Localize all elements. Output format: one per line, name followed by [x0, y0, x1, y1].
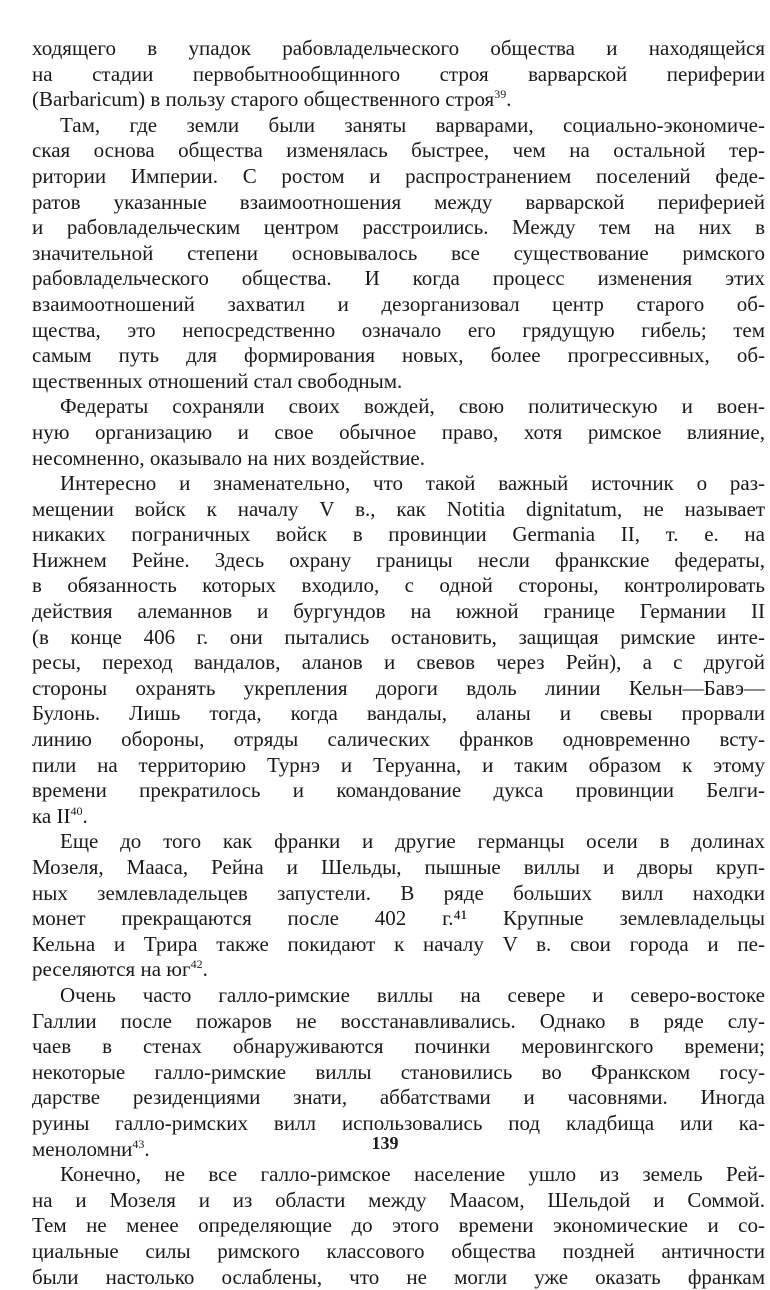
text-line [32, 522, 765, 548]
line-text: Интересно и знаменательно, что такой важный источник о раз- [60, 471, 765, 495]
line-text: на стадии первобытнообщинного строя варварской периферии [32, 62, 765, 86]
line-text: дарстве резиденциями знати, аббатствами и часовнями. Иногда [32, 1085, 765, 1109]
text-line [32, 369, 765, 395]
text-line [32, 753, 765, 779]
line-text: никаких пограничных войск в провинции Germania II, т. е. на [32, 522, 765, 546]
text-line [32, 1034, 765, 1060]
text-line [32, 625, 765, 651]
text-line [32, 1060, 765, 1086]
line-text: Булонь. Лишь тогда, когда вандалы, аланы и свевы прорвали [32, 701, 765, 725]
text-line [32, 701, 765, 727]
page-body [32, 36, 765, 1290]
line-text: меноломни [32, 1137, 132, 1161]
text-line [32, 164, 765, 190]
text-line [32, 446, 765, 472]
text-line [32, 573, 765, 599]
text-line [32, 343, 765, 369]
line-text: Там, где земли были заняты варварами, социально-экономиче- [60, 113, 765, 137]
paragraph [32, 471, 765, 829]
footnote-ref: 43 [132, 1137, 144, 1151]
text-line [32, 241, 765, 267]
line-text: Нижнем Рейне. Здесь охрану границы несли франкские федераты, [32, 548, 765, 572]
line-text: мещении войск к началу V в., как Notitia dignitatum, не называет [32, 497, 765, 521]
text-line: меноломни$^{43}$. [32, 1137, 765, 1163]
line-text: ную организацию и свое обычное право, хотя римское влияние, [32, 420, 765, 444]
line-text: ритории Империи. С ростом и распространением поселений феде- [32, 164, 765, 188]
text-line: (Barbaricum) в пользу старого общественного строя$^{39}$. [32, 87, 765, 113]
line-text: ратов указанные взаимоотношения между варварской периферией [32, 190, 765, 214]
line-text: Кельна и Трира также покидают к началу V в. свои города и пе- [32, 932, 765, 956]
line-text: Еще до того как франки и другие германцы осели в долинах [60, 829, 765, 853]
paragraph [32, 113, 765, 395]
line-text: руины галло-римских вилл использовались под кладбища или ка- [32, 1111, 765, 1135]
line-text: рабовладельческого общества. И когда процесс изменения этих [32, 266, 765, 290]
text-line [32, 676, 765, 702]
line-text: щественных отношений стал свободным. [32, 369, 402, 393]
text-line [32, 1085, 765, 1111]
text-line [32, 778, 765, 804]
text-line [32, 138, 765, 164]
text-line [32, 1213, 765, 1239]
text-line [32, 855, 765, 881]
line-text: Очень часто галло-римские виллы на севере и северо-востоке [60, 983, 765, 1007]
text-line [32, 650, 765, 676]
line-text: действия алеманнов и бургундов на южной границе Германии II [32, 599, 765, 623]
line-text: ных землевладельцев запустели. В ряде больших вилл находки [32, 881, 765, 905]
text-line [32, 881, 765, 907]
line-text: (в конце 406 г. они пытались остановить, защищая римские инте- [32, 625, 765, 649]
text-line [32, 932, 765, 958]
line-text: реселяются на юг [32, 957, 191, 981]
text-line [32, 215, 765, 241]
line-text: самым путь для формирования новых, более прогрессивных, об- [32, 343, 765, 367]
text-line [32, 599, 765, 625]
text-line: реселяются на $юг^{42}$. [32, 957, 765, 983]
text-line [32, 983, 765, 1009]
line-text: ка II [32, 804, 70, 828]
line-text: ская основа общества изменялась быстрее, чем на остальной тер- [32, 138, 765, 162]
line-text: линию обороны, отряды салических франков одновременно всту- [32, 727, 765, 751]
paragraph [32, 36, 765, 113]
line-text: (Barbaricum) в пользу старого общественного строя [32, 87, 494, 111]
line-text: Конечно, не все галло-римское население ушло из земель Рей- [60, 1162, 765, 1186]
paragraph [32, 1162, 765, 1290]
footnote-ref: 42 [191, 957, 203, 971]
text-line [32, 471, 765, 497]
footnote-ref: 39 [494, 87, 506, 101]
text-line [32, 906, 765, 932]
line-text: монет прекращаются после 402 г.⁴¹ Крупные землевладельцы [32, 906, 765, 930]
paragraph [32, 394, 765, 471]
line-text: некоторые галло-римские виллы становились во Франкском госу- [32, 1060, 765, 1084]
text-line [32, 113, 765, 139]
line-text: щества, это непосредственно означало его грядущую гибель; тем [32, 318, 765, 342]
text-line [32, 497, 765, 523]
line-text: ходящего в упадок рабовладельческого общества и находящейся [32, 36, 765, 60]
text-line [32, 1162, 765, 1188]
line-text: времени прекратилось и командование дукса провинции Белги- [32, 778, 765, 802]
text-line [32, 727, 765, 753]
line-text: Тем не менее определяющие до этого времени экономические и со- [32, 1213, 765, 1237]
text-line [32, 1239, 765, 1265]
text-line [32, 318, 765, 344]
text-line [32, 62, 765, 88]
line-text: взаимоотношений захватил и дезорганизовал центр старого об- [32, 292, 765, 316]
line-text: Галлии после пожаров не восстанавливались. Однако в ряде слу- [32, 1009, 765, 1033]
line-text: чаев в стенах обнаруживаются починки меровингского времени; [32, 1034, 765, 1058]
paragraph [32, 829, 765, 983]
line-text: ресы, переход вандалов, аланов и свевов через Рейн), а с другой [32, 650, 765, 674]
footnote-ref: 40 [70, 804, 82, 818]
line-text: несомненно, оказывало на них воздействие. [32, 446, 425, 470]
text-line [32, 1009, 765, 1035]
text-line [32, 420, 765, 446]
line-text: циальные силы римского классового общества поздней античности [32, 1239, 765, 1263]
line-text: Мозеля, Мааса, Рейна и Шельды, пышные виллы и дворы круп- [32, 855, 765, 879]
line-text: пили на территорию Турнэ и Теруанна, и таким образом к этому [32, 753, 765, 777]
line-text: в обязанность которых входило, с одной стороны, контролировать [32, 573, 765, 597]
text-line [32, 1188, 765, 1214]
text-line [32, 1265, 765, 1290]
text-line [32, 394, 765, 420]
line-text: Федераты сохраняли своих вождей, свою политическую и воен- [60, 394, 765, 418]
text-line [32, 190, 765, 216]
line-text: были настолько ослаблены, что не могли уже оказать франкам [32, 1265, 765, 1289]
line-text: на и Мозеля и из области между Маасом, Шельдой и Соммой. [32, 1188, 765, 1212]
text-line [32, 548, 765, 574]
text-line [32, 829, 765, 855]
text-line [32, 292, 765, 318]
text-line [32, 36, 765, 62]
line-text: стороны охранять укрепления дороги вдоль линии Кельн—Бавэ— [32, 676, 765, 700]
text-line: ка II$^{40}$. [32, 804, 765, 830]
page-number: 139 [0, 1133, 770, 1154]
line-text: и рабовладельческим центром расстроились. Между тем на них в [32, 215, 765, 239]
line-text: значительной степени основывалось все существование римского [32, 241, 765, 265]
text-line [32, 266, 765, 292]
